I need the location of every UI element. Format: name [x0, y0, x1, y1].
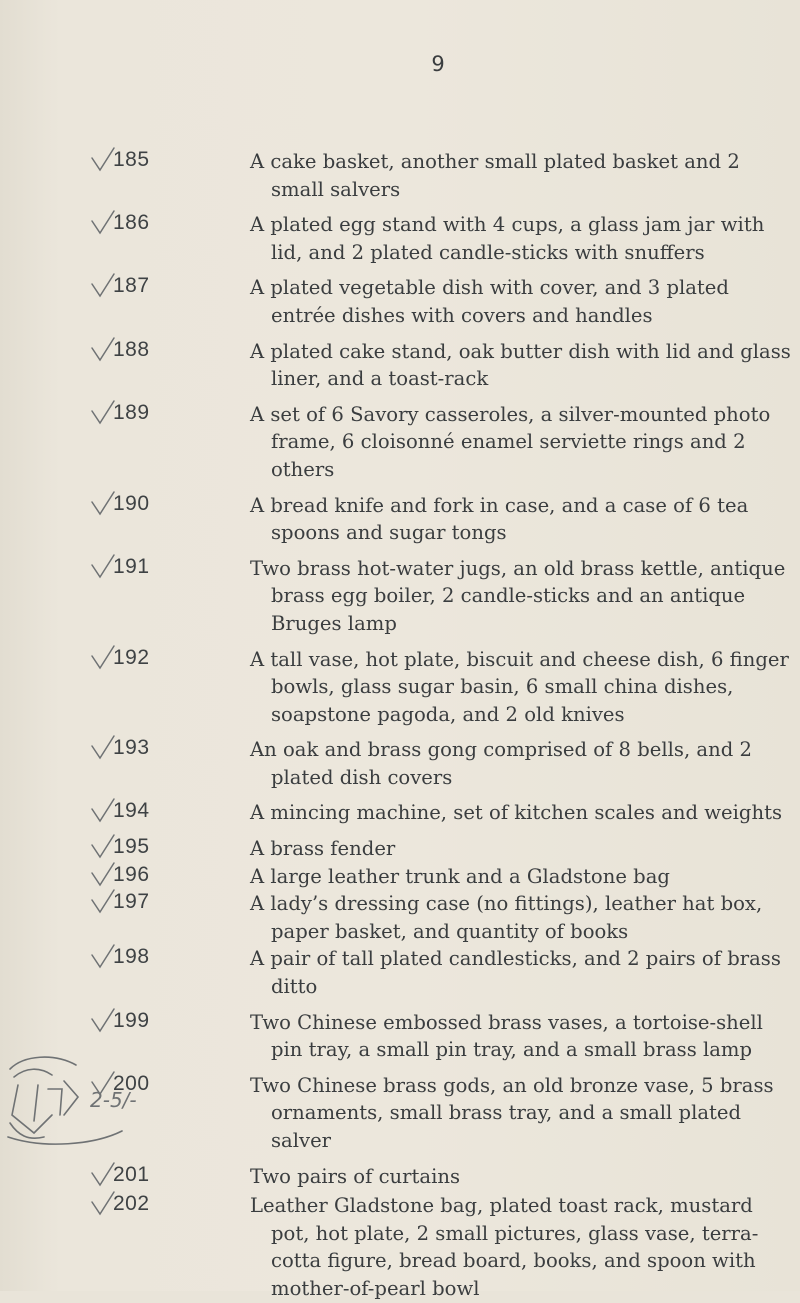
lot-description: Leather Gladstone bag, plated toast rack, mustard pot, hot plate, 2 small pictures, glass vase, terra-cotta figure, bread board, books, and spoon with mother-of-pearl bowl: [250, 1194, 759, 1300]
lot-description: Two brass hot-water jugs, an old brass kettle, antique brass egg boiler, 2 candle-sticks and an antique Bruges lamp: [250, 556, 786, 635]
lot-number: 191: [113, 554, 150, 578]
lot-number: 202: [113, 1192, 150, 1216]
lot-description: A lady’s dressing case (no fittings), leather hat box, paper basket, and quantity of books: [250, 892, 763, 943]
lot-description: A mincing machine, set of kitchen scales and weights: [250, 801, 782, 825]
check-mark-icon: [88, 642, 116, 672]
lot-number: 199: [113, 1008, 150, 1032]
lot-number: 200: [113, 1071, 150, 1095]
lot-description: A large leather trunk and a Gladstone bag: [250, 864, 670, 888]
lot-row: [0, 890, 800, 945]
pencil-sketch: [4, 1045, 174, 1155]
check-mark-icon: [88, 886, 116, 916]
check-mark-icon: [88, 334, 116, 364]
check-mark-icon: [88, 732, 116, 762]
check-mark-icon: [88, 1159, 116, 1189]
lot-row: [0, 211, 800, 266]
check-mark-icon: [88, 941, 116, 971]
lot-description: An oak and brass gong comprised of 8 bells, and 2 plated dish covers: [250, 738, 752, 789]
lot-number: 196: [113, 862, 150, 886]
check-mark-icon: [88, 831, 116, 861]
page-number: 9: [431, 52, 445, 76]
lot-row: [0, 1192, 800, 1302]
lot-description: A plated egg stand with 4 cups, a glass jam jar with lid, and 2 plated candle-sticks with snuffers: [250, 213, 765, 264]
check-mark-icon: [88, 144, 116, 174]
check-mark-icon: [88, 859, 116, 889]
lot-row: [0, 835, 800, 863]
lot-number: 186: [113, 211, 150, 235]
lot-description: A set of 6 Savory casseroles, a silver-mounted photo frame, 6 cloisonné enamel serviette rings and 2 others: [250, 402, 771, 481]
lot-row: [0, 338, 800, 393]
lot-description: A cake basket, another small plated basket and 2 small salvers: [250, 150, 740, 201]
check-mark-icon: [88, 207, 116, 237]
lot-row: [0, 401, 800, 484]
lot-description: A bread knife and fork in case, and a case of 6 tea spoons and sugar tongs: [250, 493, 749, 545]
lot-row: [0, 945, 800, 1000]
lot-number: 192: [113, 645, 150, 669]
lot-number: 197: [113, 890, 150, 914]
lot-number: 201: [113, 1162, 150, 1186]
lot-description: A plated vegetable dish with cover, and 3 plated entrée dishes with covers and handles: [250, 276, 729, 327]
lot-row: [0, 736, 800, 791]
check-mark-icon: [88, 270, 116, 300]
lot-row: [0, 863, 800, 891]
lot-number: 194: [113, 799, 150, 823]
lot-number: 189: [113, 400, 150, 424]
lot-row: [0, 799, 800, 827]
check-mark-icon: [88, 488, 116, 518]
check-mark-icon: [88, 551, 116, 581]
lot-row: [0, 274, 800, 329]
lot-description: Two Chinese brass gods, an old bronze vase, 5 brass ornaments, small brass tray, and a small plated salver: [250, 1073, 774, 1152]
lot-description: A tall vase, hot plate, biscuit and cheese dish, 6 finger bowls, glass sugar basin, 6 small china dishes, soapstone pagoda, and 2 old knives: [250, 647, 789, 726]
lot-number: 188: [113, 337, 150, 361]
lot-row: [0, 492, 800, 547]
lot-row: [0, 1163, 800, 1191]
lot-description: A pair of tall plated candlesticks, and 2 pairs of brass ditto: [250, 947, 781, 999]
margin-note: 2-5/-: [90, 1088, 137, 1112]
check-mark-icon: [88, 795, 116, 825]
check-mark-icon: [88, 1005, 116, 1035]
lot-number: 185: [113, 148, 150, 171]
lot-row: [0, 646, 800, 729]
lot-number: 195: [113, 835, 150, 859]
check-mark-icon: [88, 397, 116, 427]
lot-number: 198: [113, 945, 150, 969]
lot-description: Two Chinese embossed brass vases, a tortoise-shell pin tray, a small pin tray, and a small brass lamp: [250, 1010, 763, 1062]
lot-number: 190: [113, 491, 150, 515]
check-mark-icon: [88, 1188, 116, 1218]
lot-description: A brass fender: [250, 837, 396, 861]
lot-row: [0, 555, 800, 638]
lot-number: 187: [113, 274, 150, 298]
lot-number: 193: [113, 736, 150, 760]
lot-row: [0, 148, 800, 203]
lot-description: A plated cake stand, oak butter dish with lid and glass liner, and a toast-rack: [250, 339, 791, 391]
lot-description: Two pairs of curtains: [250, 1164, 461, 1188]
